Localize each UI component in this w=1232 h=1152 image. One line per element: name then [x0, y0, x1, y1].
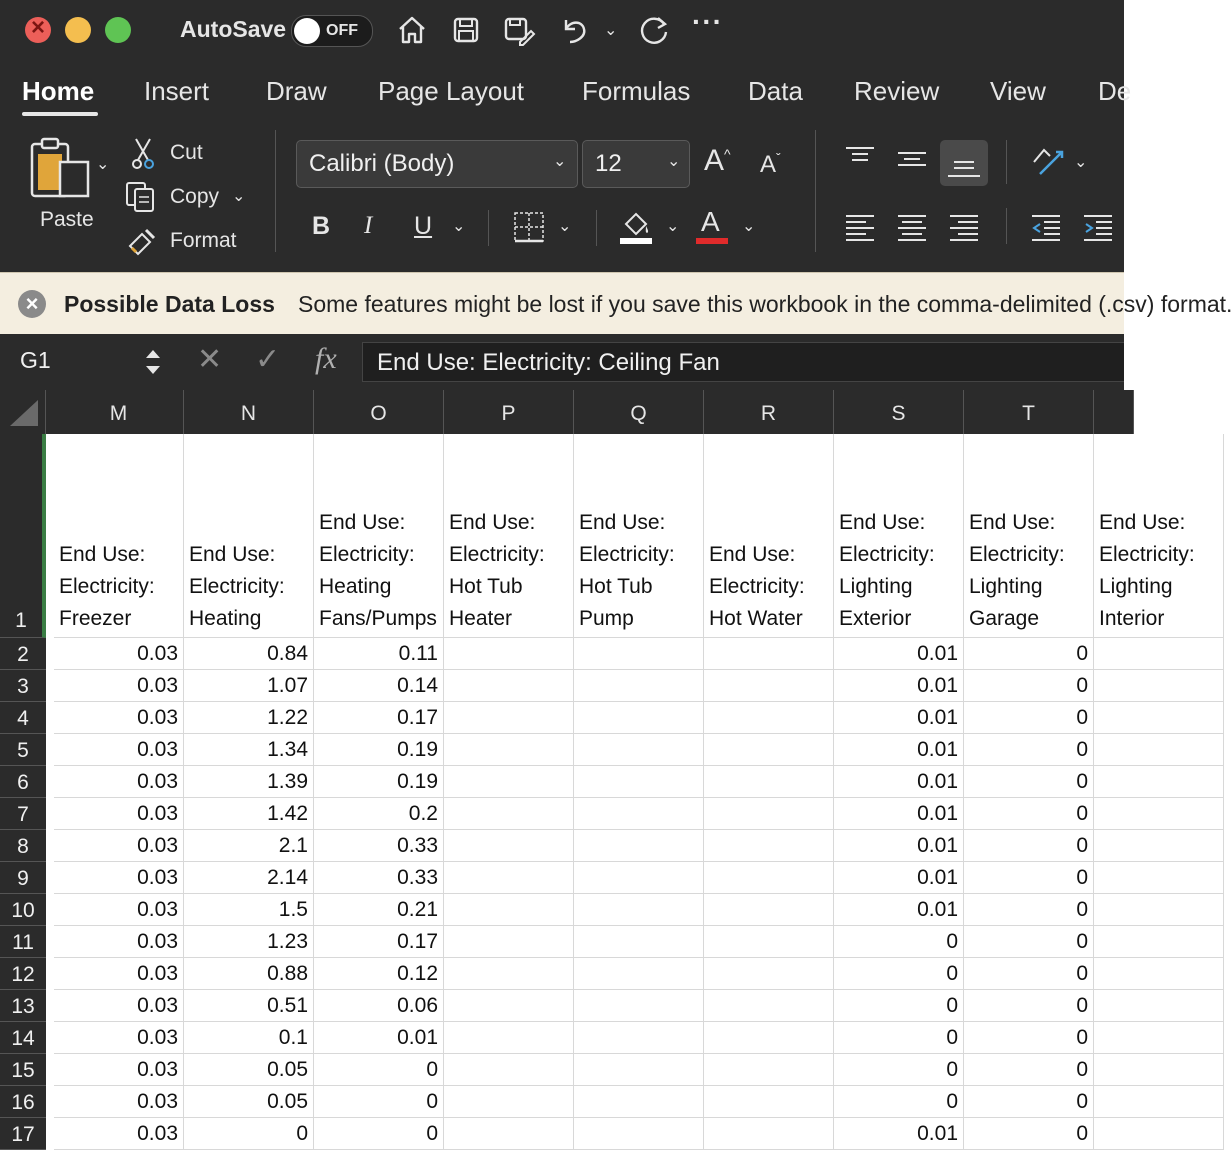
- table-cell[interactable]: 0: [964, 926, 1094, 958]
- font-color-chevron-icon[interactable]: ⌄: [742, 218, 756, 235]
- table-cell[interactable]: [574, 1118, 704, 1150]
- table-cell[interactable]: [704, 1086, 834, 1118]
- table-cell[interactable]: 2.14: [184, 862, 314, 894]
- table-cell[interactable]: 0: [964, 990, 1094, 1022]
- table-cell[interactable]: 0.03: [54, 1086, 184, 1118]
- row-header[interactable]: 11: [0, 926, 46, 958]
- orientation-chevron-icon[interactable]: ⌄: [1074, 154, 1088, 171]
- table-cell[interactable]: 0.1: [184, 1022, 314, 1054]
- row-header[interactable]: 12: [0, 958, 46, 990]
- table-cell[interactable]: 0: [834, 1086, 964, 1118]
- table-cell[interactable]: [574, 798, 704, 830]
- fill-bucket-icon: [618, 206, 654, 246]
- undo-icon[interactable]: [556, 12, 592, 48]
- table-cell[interactable]: [704, 1054, 834, 1086]
- underline-chevron-icon[interactable]: ⌄: [452, 218, 466, 235]
- table-cell[interactable]: 0: [964, 1022, 1094, 1054]
- table-cell[interactable]: [574, 766, 704, 798]
- more-icon[interactable]: ···: [692, 6, 723, 37]
- table-cell[interactable]: 0.19: [314, 734, 444, 766]
- select-all-button[interactable]: [0, 390, 46, 434]
- tab-home[interactable]: Home: [22, 76, 95, 106]
- align-top-icon: [842, 142, 878, 178]
- table-cell[interactable]: 0: [314, 1086, 444, 1118]
- table-cell[interactable]: 1.39: [184, 766, 314, 798]
- table-cell[interactable]: 0.03: [54, 894, 184, 926]
- table-cell[interactable]: 0: [834, 926, 964, 958]
- active-tab-indicator: [22, 112, 98, 116]
- table-cell[interactable]: [1094, 798, 1224, 830]
- save-icon[interactable]: [448, 12, 484, 48]
- formula-input[interactable]: End Use: Electricity: Ceiling Fan: [362, 342, 1124, 382]
- redo-icon[interactable]: [636, 12, 672, 48]
- table-cell[interactable]: [574, 990, 704, 1022]
- table-cell[interactable]: [444, 862, 574, 894]
- table-cell[interactable]: [1094, 638, 1224, 670]
- row-header[interactable]: 15: [0, 1054, 46, 1086]
- paste-button[interactable]: [24, 136, 114, 236]
- table-cell[interactable]: [704, 638, 834, 670]
- table-cell[interactable]: 0.88: [184, 958, 314, 990]
- font-family-select[interactable]: [296, 140, 578, 188]
- message-bar: [0, 272, 1232, 336]
- name-box-stepper-icon: [144, 342, 162, 382]
- spreadsheet-grid[interactable]: [0, 390, 1195, 1152]
- table-cell[interactable]: [444, 958, 574, 990]
- table-cell[interactable]: 0.12: [314, 958, 444, 990]
- table-cell[interactable]: 1.42: [184, 798, 314, 830]
- table-cell[interactable]: 0: [834, 1054, 964, 1086]
- font-color-button[interactable]: [696, 206, 730, 246]
- autosave-state: OFF: [326, 22, 358, 39]
- ribbon-separator: [488, 210, 489, 246]
- align-center-button[interactable]: [894, 208, 930, 244]
- table-cell[interactable]: 0.01: [314, 1022, 444, 1054]
- table-cell[interactable]: 0: [184, 1118, 314, 1150]
- message-text: Some features might be lost if you save this workbook in the comma-delimited (.csv) format.: [298, 291, 1232, 317]
- tab-data[interactable]: Data: [748, 76, 803, 106]
- table-cell[interactable]: 0.03: [54, 638, 184, 670]
- table-cell[interactable]: [444, 1054, 574, 1086]
- table-cell[interactable]: [574, 958, 704, 990]
- table-cell[interactable]: 1.5: [184, 894, 314, 926]
- formula-bar: [0, 334, 1124, 390]
- table-cell[interactable]: [1094, 990, 1224, 1022]
- table-cell[interactable]: [574, 1086, 704, 1118]
- table-cell[interactable]: [1094, 734, 1224, 766]
- table-cell[interactable]: 0.03: [54, 670, 184, 702]
- italic-button[interactable]: I: [364, 212, 373, 239]
- table-cell[interactable]: 0.01: [834, 638, 964, 670]
- cut-label: Cut: [170, 141, 203, 164]
- tab-draw[interactable]: Draw: [266, 76, 327, 106]
- row-header[interactable]: 9: [0, 862, 46, 894]
- autosave-label: AutoSave: [180, 16, 287, 42]
- table-cell[interactable]: [704, 670, 834, 702]
- row-header[interactable]: 17: [0, 1118, 46, 1150]
- orientation-button[interactable]: [1028, 142, 1068, 182]
- table-cell[interactable]: 0.01: [834, 670, 964, 702]
- table-cell[interactable]: [574, 894, 704, 926]
- close-window-button[interactable]: [25, 17, 51, 43]
- table-cell[interactable]: 0.03: [54, 1118, 184, 1150]
- cancel-entry-icon[interactable]: ✕: [197, 343, 223, 376]
- table-cell[interactable]: 0.03: [54, 1054, 184, 1086]
- increase-font-size-icon: A: [704, 144, 725, 177]
- row-header[interactable]: 2: [0, 638, 46, 670]
- align-left-icon: [842, 208, 878, 244]
- message-title: Possible Data Loss: [64, 291, 275, 317]
- header-cell[interactable]: End Use: Electricity: Lighting Interior: [1094, 434, 1224, 638]
- table-cell[interactable]: [704, 1118, 834, 1150]
- table-cell[interactable]: [444, 1086, 574, 1118]
- increase-indent-icon: [1080, 208, 1116, 244]
- row-header[interactable]: 10: [0, 894, 46, 926]
- cut-button[interactable]: [128, 136, 258, 170]
- row-header[interactable]: 5: [0, 734, 46, 766]
- name-box-value: G1: [20, 347, 51, 373]
- table-cell[interactable]: 0: [834, 1022, 964, 1054]
- paste-dropdown-chevron-icon[interactable]: ⌄: [96, 156, 110, 173]
- insert-function-icon[interactable]: fx: [315, 342, 337, 375]
- ribbon-separator: [275, 130, 276, 252]
- table-cell[interactable]: [1094, 830, 1224, 862]
- header-cell[interactable]: End Use: Electricity: Heating Fans/Pumps: [314, 434, 444, 638]
- table-cell[interactable]: 0.03: [54, 926, 184, 958]
- table-cell[interactable]: 0.03: [54, 1022, 184, 1054]
- row-header[interactable]: 7: [0, 798, 46, 830]
- header-cell[interactable]: End Use: Electricity: Heating: [184, 434, 314, 638]
- table-cell[interactable]: 0: [964, 798, 1094, 830]
- table-cell[interactable]: 0: [964, 958, 1094, 990]
- table-cell[interactable]: 0.03: [54, 830, 184, 862]
- format-label: Format: [170, 229, 237, 252]
- table-cell[interactable]: [574, 1054, 704, 1086]
- align-middle-button[interactable]: [894, 142, 930, 178]
- table-cell[interactable]: [444, 766, 574, 798]
- paste-label: Paste: [40, 208, 94, 231]
- table-cell[interactable]: 0: [314, 1054, 444, 1086]
- table-cell[interactable]: 1.34: [184, 734, 314, 766]
- align-middle-icon: [894, 142, 930, 178]
- increase-indent-button[interactable]: [1080, 208, 1116, 244]
- table-cell[interactable]: [1094, 766, 1224, 798]
- table-cell[interactable]: 0.03: [54, 990, 184, 1022]
- table-cell[interactable]: [444, 1022, 574, 1054]
- header-cell[interactable]: End Use: Electricity: Hot Tub Heater: [444, 434, 574, 638]
- table-cell[interactable]: 0.05: [184, 1086, 314, 1118]
- align-center-icon: [894, 208, 930, 244]
- table-cell[interactable]: 0.06: [314, 990, 444, 1022]
- row-header[interactable]: 8: [0, 830, 46, 862]
- table-cell[interactable]: 0: [964, 862, 1094, 894]
- font-size-select[interactable]: [582, 140, 690, 188]
- column-header[interactable]: O: [314, 390, 444, 434]
- tab-insert[interactable]: Insert: [144, 76, 210, 106]
- row-header[interactable]: 14: [0, 1022, 46, 1054]
- table-cell[interactable]: 0.01: [834, 862, 964, 894]
- borders-button[interactable]: [512, 210, 546, 244]
- decrease-font-size-button[interactable]: $A^ˇ$: [760, 150, 781, 178]
- title-bar: [0, 0, 1124, 62]
- table-cell[interactable]: [574, 1022, 704, 1054]
- copy-label: Copy: [170, 185, 220, 208]
- table-cell[interactable]: [1094, 926, 1224, 958]
- table-cell[interactable]: 0.01: [834, 830, 964, 862]
- column-header[interactable]: P: [444, 390, 574, 434]
- table-cell[interactable]: 0: [964, 734, 1094, 766]
- align-bottom-icon: [940, 140, 988, 186]
- table-cell[interactable]: 0.03: [54, 734, 184, 766]
- maximize-window-button[interactable]: [105, 17, 131, 43]
- table-cell[interactable]: 0.33: [314, 830, 444, 862]
- table-cell[interactable]: [574, 830, 704, 862]
- ribbon-separator: [815, 130, 816, 252]
- table-cell[interactable]: [1094, 1086, 1224, 1118]
- table-cell[interactable]: [1094, 862, 1224, 894]
- table-cell[interactable]: [574, 926, 704, 958]
- table-cell[interactable]: [704, 926, 834, 958]
- row-header[interactable]: 16: [0, 1086, 46, 1118]
- table-cell[interactable]: [574, 638, 704, 670]
- table-cell[interactable]: [444, 702, 574, 734]
- table-cell[interactable]: [704, 958, 834, 990]
- column-header[interactable]: N: [184, 390, 314, 434]
- row-header[interactable]: 6: [0, 766, 46, 798]
- table-cell[interactable]: 0.01: [834, 1118, 964, 1150]
- table-cell[interactable]: [574, 702, 704, 734]
- table-cell[interactable]: 0: [964, 894, 1094, 926]
- table-cell[interactable]: 0.17: [314, 926, 444, 958]
- table-cell[interactable]: [444, 798, 574, 830]
- column-header[interactable]: Q: [574, 390, 704, 434]
- table-cell[interactable]: 0.03: [54, 702, 184, 734]
- ribbon-separator: [596, 210, 597, 246]
- align-right-button[interactable]: [946, 208, 982, 244]
- table-cell[interactable]: 0.03: [54, 766, 184, 798]
- table-cell[interactable]: 0.03: [54, 862, 184, 894]
- table-cell[interactable]: [444, 894, 574, 926]
- table-cell[interactable]: 0: [964, 830, 1094, 862]
- font-color-swatch: [696, 238, 728, 244]
- tab-developer[interactable]: De: [1098, 76, 1132, 106]
- align-left-button[interactable]: [842, 208, 878, 244]
- table-cell[interactable]: [444, 830, 574, 862]
- tab-page-layout[interactable]: Page Layout: [378, 76, 525, 106]
- home-icon[interactable]: [394, 12, 430, 48]
- format-painter-button[interactable]: [126, 224, 256, 258]
- copy-button[interactable]: [124, 180, 254, 214]
- column-header[interactable]: M: [54, 390, 184, 434]
- header-cell[interactable]: End Use: Electricity: Freezer: [54, 434, 184, 638]
- row-header[interactable]: 3: [0, 670, 46, 702]
- save-as-icon[interactable]: [500, 12, 536, 48]
- table-cell[interactable]: [704, 766, 834, 798]
- table-cell[interactable]: [1094, 1054, 1224, 1086]
- table-cell[interactable]: 0: [834, 958, 964, 990]
- table-cell[interactable]: 0.01: [834, 766, 964, 798]
- table-cell[interactable]: [1094, 1022, 1224, 1054]
- ribbon-separator: [1006, 208, 1007, 244]
- table-cell[interactable]: [704, 734, 834, 766]
- table-cell[interactable]: 0.05: [184, 1054, 314, 1086]
- decrease-font-size-icon: A: [760, 151, 777, 178]
- dismiss-message-close-icon[interactable]: ×: [18, 290, 46, 318]
- table-cell[interactable]: 1.07: [184, 670, 314, 702]
- column-header[interactable]: T: [964, 390, 1094, 434]
- table-cell[interactable]: [704, 862, 834, 894]
- confirm-entry-icon[interactable]: ✓: [255, 343, 281, 376]
- table-cell[interactable]: 0.14: [314, 670, 444, 702]
- header-cell[interactable]: End Use: Electricity: Hot Water: [704, 434, 834, 638]
- row-header[interactable]: 13: [0, 990, 46, 1022]
- table-cell[interactable]: [444, 1118, 574, 1150]
- autosave-toggle[interactable]: [291, 15, 373, 47]
- table-cell[interactable]: 0.19: [314, 766, 444, 798]
- table-cell[interactable]: 0: [314, 1118, 444, 1150]
- align-bottom-button[interactable]: [940, 140, 988, 186]
- table-cell[interactable]: [704, 894, 834, 926]
- table-cell[interactable]: [1094, 958, 1224, 990]
- font-size-value: 12: [595, 150, 622, 177]
- table-cell[interactable]: [444, 734, 574, 766]
- decrease-indent-button[interactable]: [1028, 208, 1064, 244]
- table-cell[interactable]: 0.03: [54, 958, 184, 990]
- table-cell[interactable]: [1094, 702, 1224, 734]
- table-cell[interactable]: 0.2: [314, 798, 444, 830]
- toggle-knob: [294, 18, 320, 44]
- table-cell[interactable]: 0: [964, 1086, 1094, 1118]
- table-cell[interactable]: [574, 670, 704, 702]
- align-right-icon: [946, 208, 982, 244]
- header-cell[interactable]: End Use: Electricity: Lighting Exterior: [834, 434, 964, 638]
- table-cell[interactable]: 0: [964, 1054, 1094, 1086]
- ribbon-separator: [1006, 140, 1007, 184]
- decrease-indent-icon: [1028, 208, 1064, 244]
- table-cell[interactable]: 0.84: [184, 638, 314, 670]
- copy-icon: [124, 180, 158, 214]
- table-cell[interactable]: [704, 798, 834, 830]
- table-cell[interactable]: 1.23: [184, 926, 314, 958]
- font-family-value: Calibri (Body): [309, 150, 455, 177]
- copy-dropdown-chevron-icon[interactable]: ⌄: [232, 188, 246, 205]
- table-cell[interactable]: 0.11: [314, 638, 444, 670]
- table-cell[interactable]: 0.01: [834, 702, 964, 734]
- table-cell[interactable]: 0: [964, 1118, 1094, 1150]
- table-cell[interactable]: 0.03: [54, 798, 184, 830]
- table-cell[interactable]: 0.33: [314, 862, 444, 894]
- fill-color-chevron-icon[interactable]: ⌄: [666, 218, 680, 235]
- tab-review[interactable]: Review: [854, 76, 940, 106]
- underline-button[interactable]: U: [414, 212, 433, 240]
- table-cell[interactable]: 0.01: [834, 798, 964, 830]
- table-cell[interactable]: [704, 990, 834, 1022]
- table-cell[interactable]: 0.01: [834, 734, 964, 766]
- header-cell[interactable]: End Use: Electricity: Lighting Garage: [964, 434, 1094, 638]
- table-cell[interactable]: [444, 926, 574, 958]
- table-cell[interactable]: 0.51: [184, 990, 314, 1022]
- table-cell[interactable]: [1094, 894, 1224, 926]
- fill-color-button[interactable]: [618, 206, 654, 246]
- table-cell[interactable]: [704, 702, 834, 734]
- header-cell[interactable]: End Use: Electricity: Hot Tub Pump: [574, 434, 704, 638]
- tab-formulas[interactable]: Formulas: [582, 76, 691, 106]
- table-cell[interactable]: [1094, 1118, 1224, 1150]
- table-cell[interactable]: 0: [834, 990, 964, 1022]
- column-header[interactable]: [1094, 390, 1134, 434]
- header-gutter: [46, 390, 54, 434]
- undo-dropdown-chevron-icon[interactable]: ⌄: [604, 22, 618, 39]
- table-cell[interactable]: 0: [964, 766, 1094, 798]
- table-cell[interactable]: 0: [964, 702, 1094, 734]
- table-cell[interactable]: [444, 990, 574, 1022]
- table-cell[interactable]: 0.21: [314, 894, 444, 926]
- table-cell[interactable]: [574, 734, 704, 766]
- table-cell[interactable]: [444, 638, 574, 670]
- borders-icon: [512, 210, 546, 244]
- scissors-icon: [128, 136, 158, 170]
- ribbon-tabs: [0, 62, 1132, 122]
- format-painter-icon: [126, 224, 160, 258]
- tab-view[interactable]: View: [990, 76, 1046, 106]
- column-header[interactable]: S: [834, 390, 964, 434]
- row-header[interactable]: 4: [0, 702, 46, 734]
- align-top-button[interactable]: [842, 142, 878, 178]
- table-cell[interactable]: 0: [964, 670, 1094, 702]
- name-box[interactable]: [0, 334, 170, 390]
- row-header[interactable]: 1: [0, 434, 46, 638]
- orientation-icon: [1028, 142, 1068, 182]
- table-cell[interactable]: [704, 1022, 834, 1054]
- increase-font-size-button[interactable]: A^: [704, 144, 731, 177]
- font-family-chevron-icon: ⌄: [553, 153, 567, 170]
- table-cell[interactable]: 1.22: [184, 702, 314, 734]
- bold-button[interactable]: B: [312, 212, 331, 240]
- table-cell[interactable]: [444, 670, 574, 702]
- table-cell[interactable]: 0.01: [834, 894, 964, 926]
- borders-chevron-icon[interactable]: ⌄: [558, 218, 572, 235]
- minimize-window-button[interactable]: [65, 17, 91, 43]
- select-all-icon: [6, 398, 40, 428]
- column-header[interactable]: R: [704, 390, 834, 434]
- table-cell[interactable]: 0: [964, 638, 1094, 670]
- table-cell[interactable]: [574, 862, 704, 894]
- table-cell[interactable]: 2.1: [184, 830, 314, 862]
- table-cell[interactable]: [704, 830, 834, 862]
- table-cell[interactable]: 0.17: [314, 702, 444, 734]
- table-cell[interactable]: [1094, 670, 1224, 702]
- font-color-icon: A: [701, 206, 720, 237]
- font-size-chevron-icon: ⌄: [667, 153, 681, 170]
